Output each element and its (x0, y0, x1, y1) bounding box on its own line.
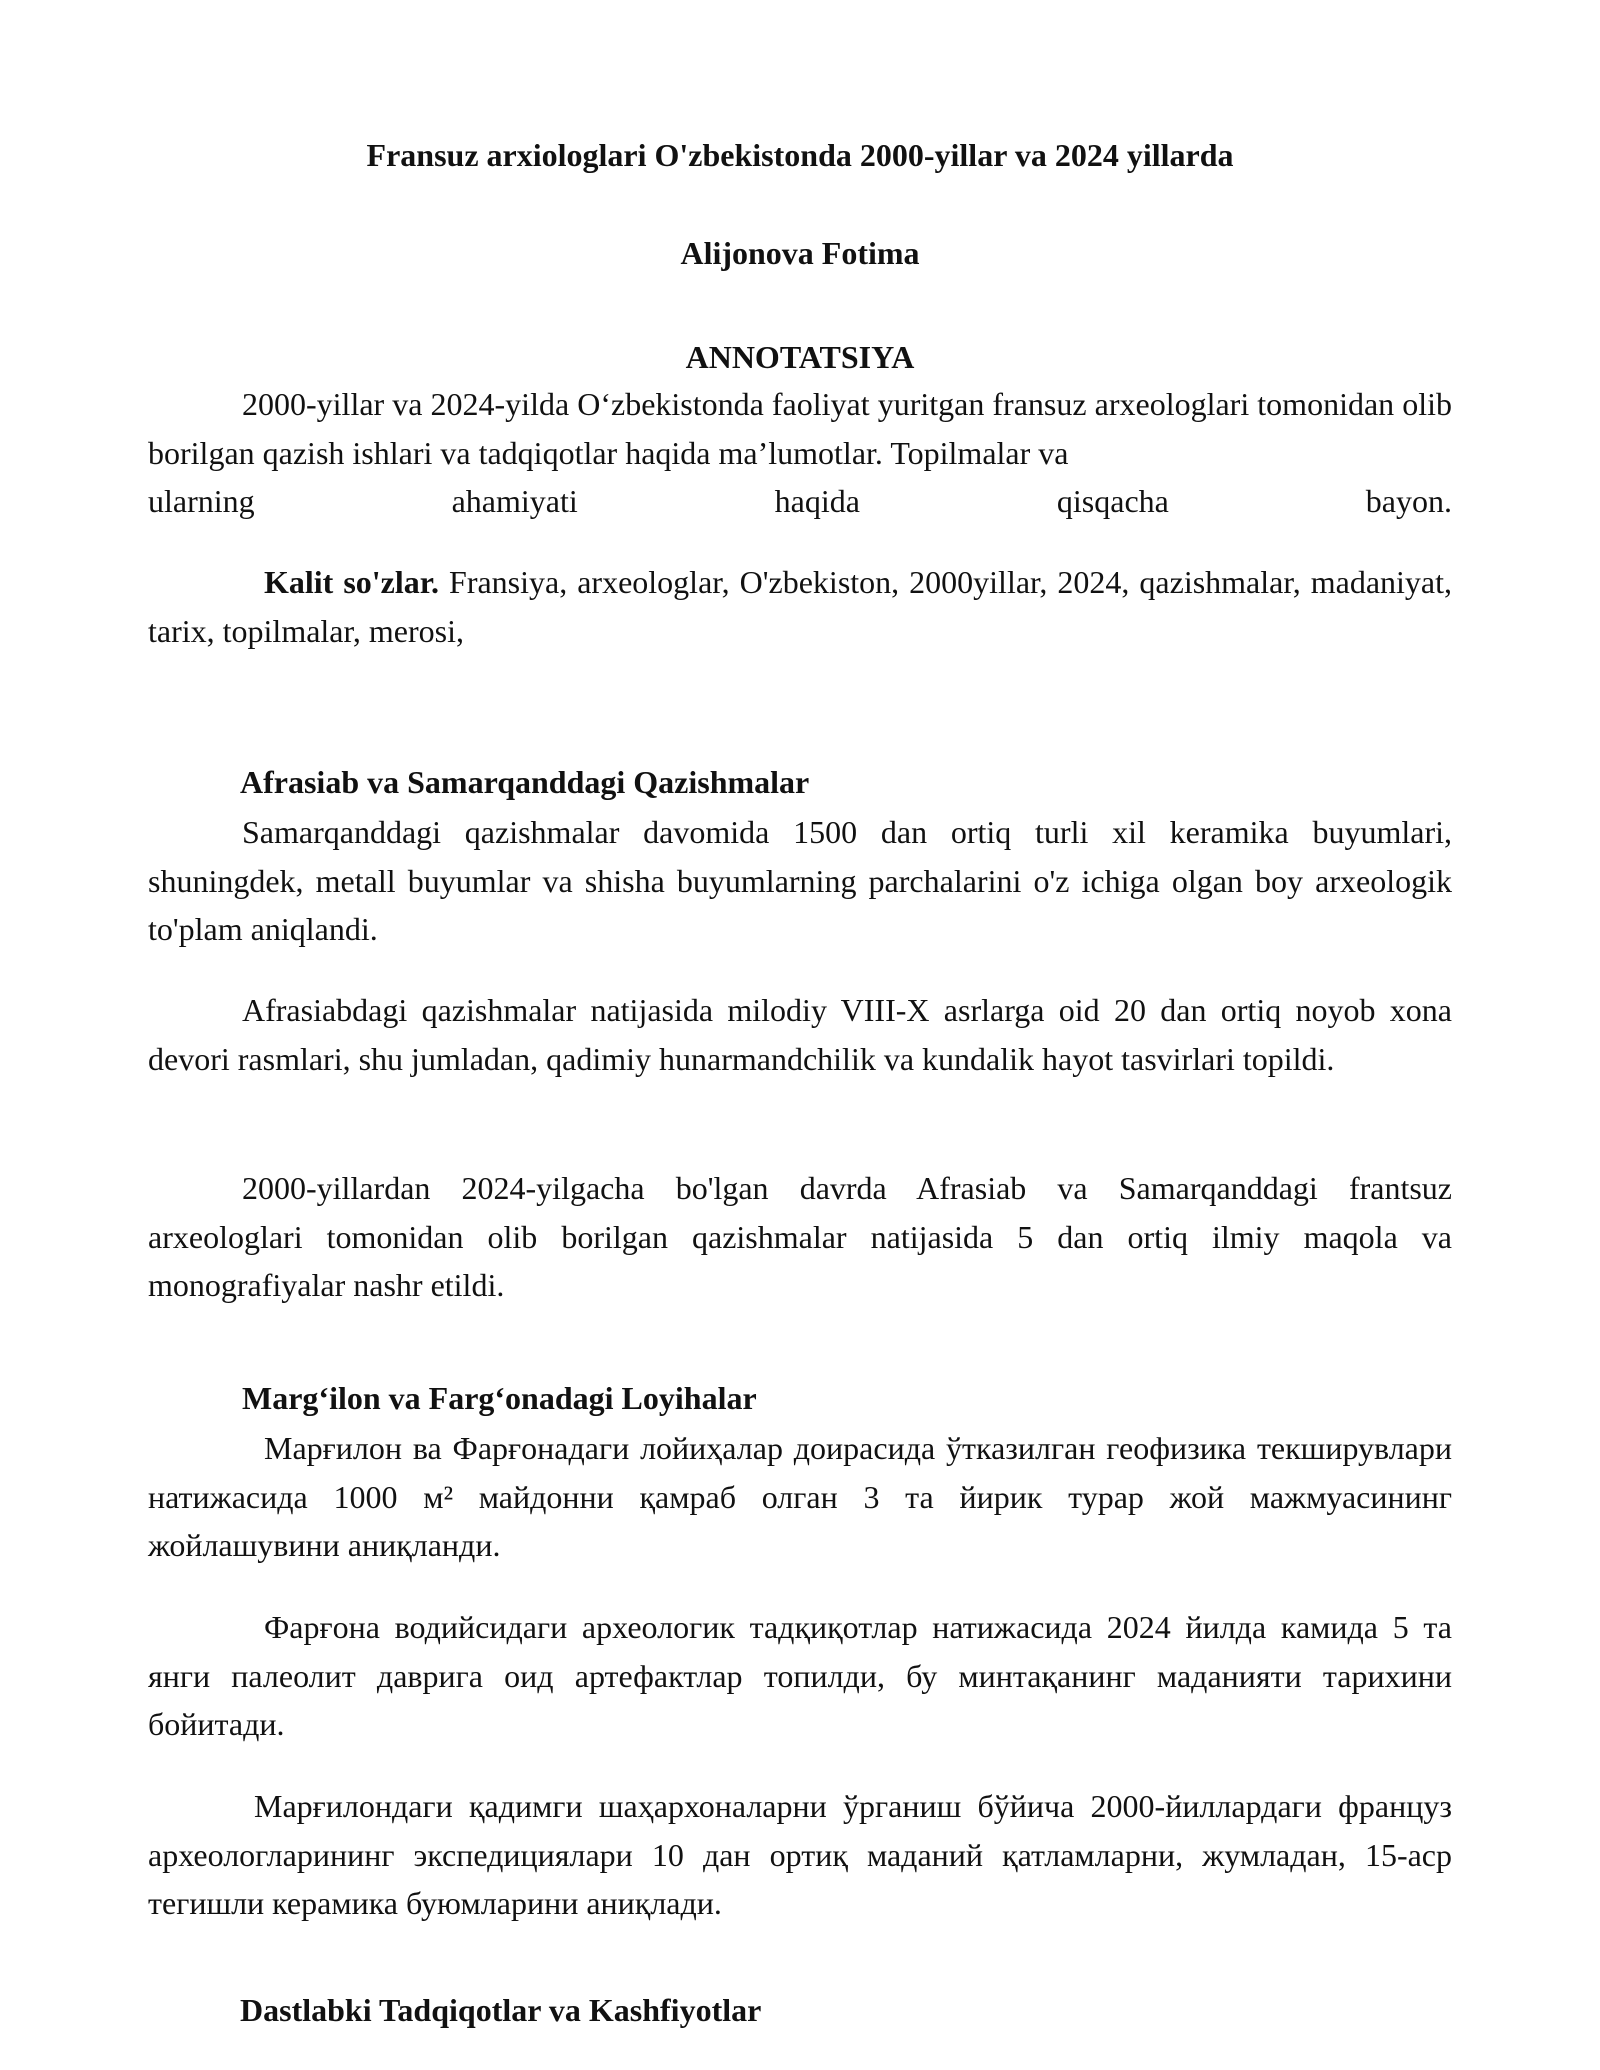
section-heading-dastlabki: Dastlabki Tadqiqotlar va Kashfiyotlar (240, 1992, 762, 2028)
keywords-paragraph (148, 558, 1452, 655)
section-paragraph: Фарғона водийсидаги археологик тадқиқотлар натижасида 2024 йилда камида 5 та янги палеолит даврига оид артефактлар топилди, бу минтақанинг маданияти тарихини бойитади. (148, 1609, 1452, 1742)
annotation-text-end: ularning ahamiyati haqida qisqacha bayon. (148, 483, 1452, 519)
section-paragraph: Samarqanddagi qazishmalar davomida 1500 dan ortiq turli xil keramika buyumlari, shuningdek, metall buyumlar va shisha buyumlarning parchalarini o'z ichiga olgan boy arxeologik to'plam aniqlandi. (148, 814, 1452, 947)
keywords-label: Kalit so'zlar. (264, 564, 440, 600)
document-title: Fransuz arxiologlari O'zbekistonda 2000-yillar va 2024 yillarda (366, 137, 1234, 173)
section-paragraph: 2000-yillardan 2024-yilgacha bo'lgan davrda Afrasiab va Samarqanddagi frantsuz arxeologlari tomonidan olib borilgan qazishmalar natijasida 5 dan ortiq ilmiy maqola va monografiyalar nashr etildi. (148, 1170, 1452, 1303)
section-paragraph: Afrasiabdagi qazishmalar natijasida milodiy VIII-X asrlarga oid 20 dan ortiq noyob xona devori rasmlari, shu jumladan, qadimiy hunarmandchilik va kundalik hayot tasvirlari topildi. (148, 992, 1452, 1077)
section-heading-margilon: Marg‘ilon va Farg‘onadagi Loyihalar (242, 1380, 757, 1416)
section-heading-afrasiab: Afrasiab va Samarqanddagi Qazishmalar (240, 764, 810, 800)
author-name: Alijonova Fotima (680, 235, 920, 271)
section-paragraph: Марғилон ва Фарғонадаги лойиҳалар доирасида ўтказилган геофизика текширувлари натижасида 1000 м² майдонни қамраб олган 3 та йирик турар жой мажмуасининг жойлашувини аниқланди. (148, 1430, 1452, 1563)
annotation-paragraph (148, 380, 1452, 477)
keywords-text: Fransiya, arxeologlar, O'zbekiston, 2000yillar, 2024, qazishmalar, madaniyat, tarix, topilmalar, merosi, (148, 564, 1453, 649)
annotation-paragraph-end (148, 477, 1452, 526)
annotation-heading: ANNOTATSIYA (685, 339, 915, 375)
section-paragraph: Марғилондаги қадимги шаҳархоналарни ўрганиш бўйича 2000-йиллардаги француз археологларининг экспедициялари 10 дан ортиқ маданий қатламларни, жумладан, 15-аср тегишли керамика буюмларини аниқлади. (148, 1788, 1452, 1921)
annotation-text: 2000-yillar va 2024-yilda O‘zbekistonda faoliyat yuritgan fransuz arxeologlari tomonidan olib borilgan qazish ishlari va tadqiqotlar haqida ma’lumotlar. Topilmalar va (148, 386, 1452, 471)
